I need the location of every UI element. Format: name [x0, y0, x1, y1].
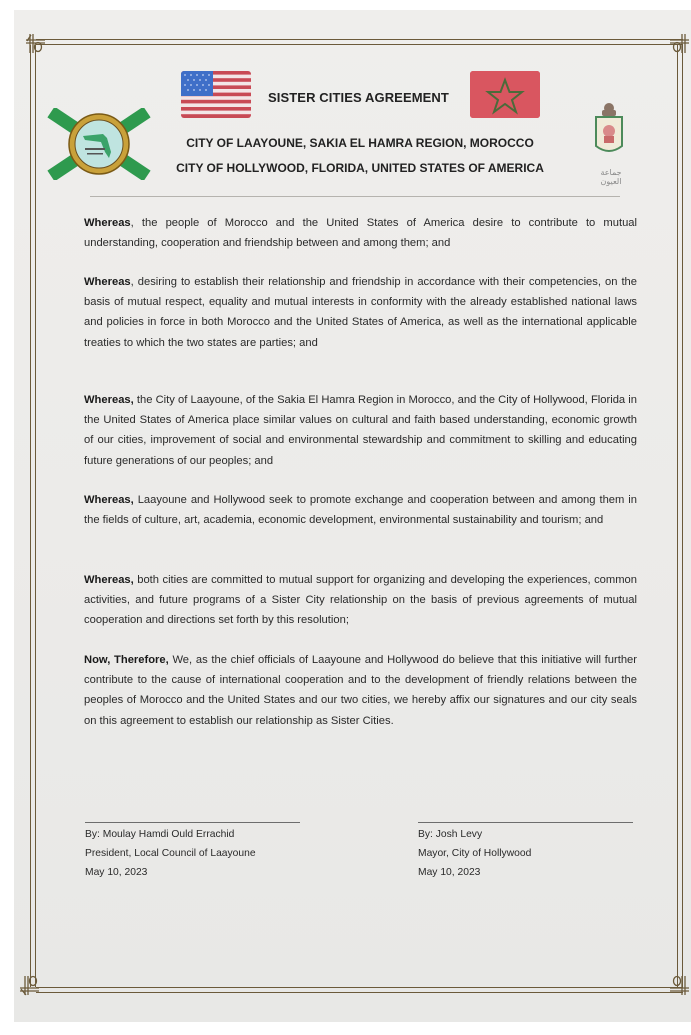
paragraph-lead: Whereas, — [84, 394, 134, 406]
whereas-paragraph-3 — [84, 390, 637, 471]
corner-ornament-icon — [18, 975, 40, 997]
whereas-paragraph-5 — [84, 570, 637, 631]
laayoune-seal-caption: جماعة العيون — [600, 168, 622, 186]
frame-border-bottom — [36, 987, 683, 993]
paragraph-text: , the people of Morocco and the United States of America desire to contribute to mutual understanding, cooperation and friendship between and among them; and — [84, 217, 637, 250]
us-flag-icon — [181, 71, 251, 118]
signatory-title: Mayor, City of Hollywood — [418, 848, 532, 859]
signatory-name: By: Josh Levy — [418, 829, 483, 840]
paragraph-lead: Whereas — [84, 217, 131, 229]
header-divider — [90, 196, 620, 197]
paragraph-text: We, as the chief officials of Laayoune and Hollywood do believe that this initiative will further contribute to the cause of international cooperation and to the development of friendly relations between the peoples of Morocco and the United States and our two cities, we hereby affix our signatures and our city seals on this agreement to establish our relationship as Sister Cities. — [84, 654, 637, 727]
signature-block-laayoune — [85, 822, 315, 882]
document-subtitle-laayoune: CITY OF LAAYOUNE, SAKIA EL HAMRA REGION, MOROCCO — [186, 136, 534, 150]
signature-date: May 10, 2023 — [85, 867, 148, 878]
now-therefore-paragraph — [84, 650, 637, 731]
whereas-paragraph-1 — [84, 213, 637, 253]
city-of-hollywood-seal-icon — [45, 108, 153, 180]
paragraph-lead: Whereas, — [84, 574, 134, 586]
paragraph-text: , desiring to establish their relationship and friendship in accordance with their competencies, on the basis of mutual respect, equality and mutual interests in conformity with the already established national laws and policies in force in both Morocco and the United States of America, as well as the international applicable treaties to which the two states are parties; and — [84, 276, 637, 349]
morocco-flag-icon — [470, 71, 540, 118]
paragraph-text: the City of Laayoune, of the Sakia El Hamra Region in Morocco, and the City of Hollywood, Florida in the United States of America place similar values on cultural and faith based understanding, economic growth of our cities, improvement of social and environmental stewardship and commitment to skilling and educating future generations of our peoples; and — [84, 394, 637, 467]
document-header — [0, 0, 691, 200]
signature-date: May 10, 2023 — [418, 867, 481, 878]
signatory-name: By: Moulay Hamdi Ould Errachid — [85, 829, 235, 840]
paragraph-text: both cities are committed to mutual support for organizing and developing the experiences, common activities, and future programs of a Sister City relationship on the basis of previous agreements of mutual cooperation and directions set forth by this resolution; — [84, 574, 637, 627]
paragraph-lead: Whereas, — [84, 494, 134, 506]
signature-line — [418, 822, 633, 823]
document-title: SISTER CITIES AGREEMENT — [268, 90, 449, 105]
signature-line — [85, 822, 300, 823]
corner-ornament-icon — [669, 975, 691, 997]
paragraph-lead: Whereas — [84, 276, 131, 288]
paragraph-lead: Now, Therefore, — [84, 654, 169, 666]
signature-block-hollywood — [418, 822, 648, 882]
whereas-paragraph-4 — [84, 490, 637, 530]
paragraph-text: Laayoune and Hollywood seek to promote exchange and cooperation between and among them in the fields of culture, art, academia, economic development, environmental sustainability and tourism; and — [84, 494, 637, 527]
whereas-paragraph-2 — [84, 272, 637, 353]
document-subtitle-hollywood: CITY OF HOLLYWOOD, FLORIDA, UNITED STATES OF AMERICA — [176, 161, 544, 175]
signatory-title: President, Local Council of Laayoune — [85, 848, 256, 859]
